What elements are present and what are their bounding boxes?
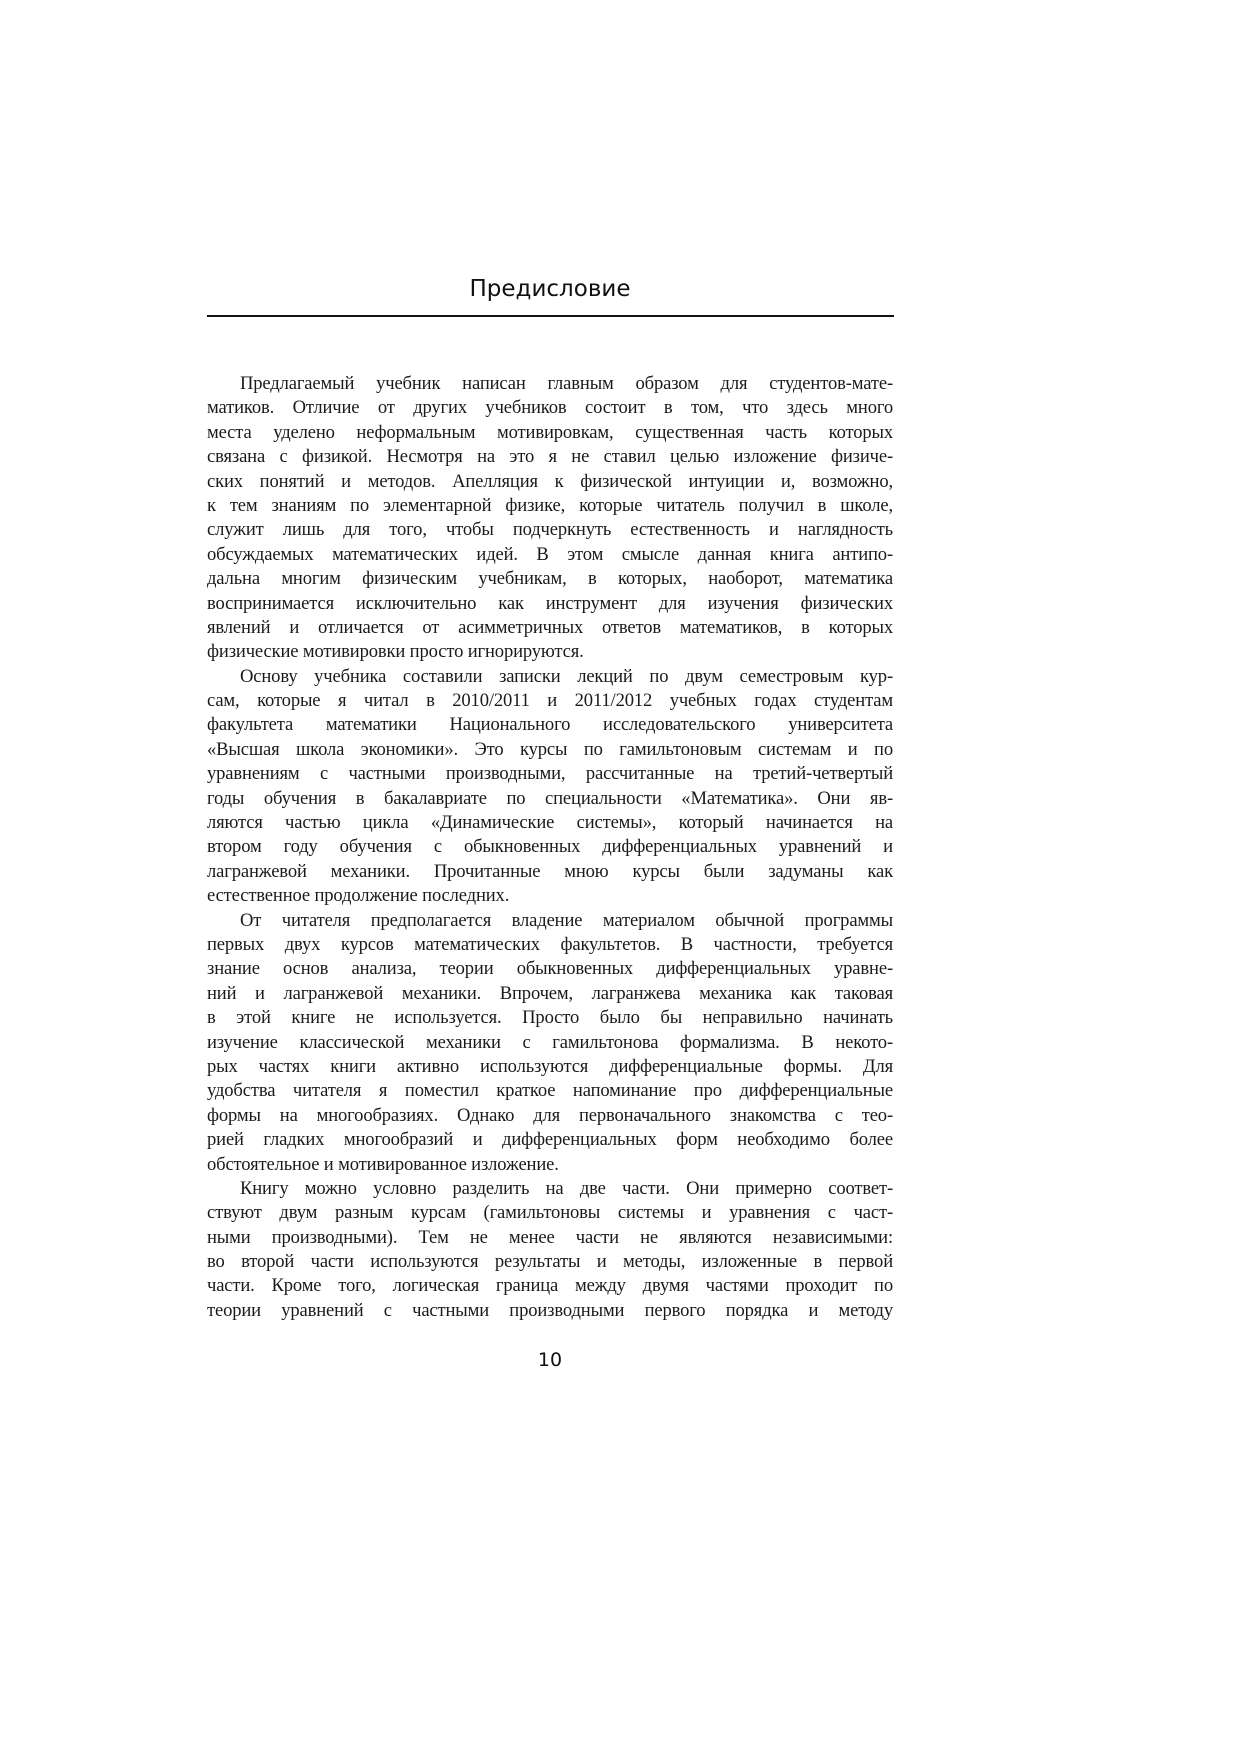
text-line: первых двух курсов математических факультетов. В частности, требуется bbox=[207, 933, 893, 955]
text-line: во второй части используются результаты и методы, изложенные в первой bbox=[207, 1251, 893, 1273]
text-line: обсуждаемых математических идей. В этом смысле данная книга антипо- bbox=[207, 543, 893, 565]
text-line: «Высшая школа экономики». Это курсы по гамильтоновым системам и по bbox=[207, 738, 893, 760]
page-title: Предисловие bbox=[469, 276, 631, 302]
text-line: обстоятельное и мотивированное изложение. bbox=[207, 1153, 559, 1175]
text-line: рией гладких многообразий и дифференциальных форм необходимо более bbox=[207, 1129, 893, 1151]
text-line: ний и лагранжевой механики. Впрочем, лагранжева механика как таковая bbox=[207, 982, 893, 1004]
text-line: дальна многим физическим учебникам, в которых, наоборот, математика bbox=[207, 568, 893, 590]
text-line: Предлагаемый учебник написан главным образом для студентов-мате- bbox=[240, 373, 893, 394]
text-line: изучение классической механики с гамильтонова формализма. В некото- bbox=[207, 1031, 893, 1053]
text-line: формы на многообразиях. Однако для первоначального знакомства с тео- bbox=[207, 1104, 893, 1126]
body-text bbox=[207, 372, 893, 1323]
text-line: Основу учебника составили записки лекций по двум семестровым кур- bbox=[240, 665, 893, 687]
text-line: физические мотивировки просто игнорируются. bbox=[207, 641, 584, 663]
text-line: знание основ анализа, теории обыкновенных дифференциальных уравне- bbox=[207, 958, 893, 980]
paragraph bbox=[207, 1177, 893, 1323]
text-line: естественное продолжение последних. bbox=[207, 885, 510, 907]
text-line: втором году обучения с обыкновенных дифференциальных уравнений и bbox=[207, 836, 893, 858]
text-line: Книгу можно условно разделить на две части. Они примерно соответ- bbox=[240, 1177, 893, 1199]
text-line: к тем знаниям по элементарной физике, которые читатель получил в школе, bbox=[207, 494, 893, 516]
text-line: связана с физикой. Несмотря на это я не ставил целью изложение физиче- bbox=[207, 446, 893, 468]
paragraph bbox=[207, 665, 893, 909]
text-line: части. Кроме того, логическая граница между двумя частями проходит по bbox=[207, 1275, 893, 1297]
text-line: воспринимается исключительно как инструмент для изучения физических bbox=[207, 592, 893, 614]
paragraph bbox=[207, 909, 893, 1177]
text-line: ляются частью цикла «Динамические системы», который начинается на bbox=[207, 812, 893, 834]
paragraph bbox=[207, 372, 893, 665]
text-line: теории уравнений с частными производными первого порядка и методу bbox=[207, 1299, 893, 1321]
title-rule bbox=[207, 315, 894, 317]
text-line: ными производными). Тем не менее части не являются независимыми: bbox=[207, 1226, 893, 1248]
text-line: сам, которые я читал в 2010/2011 и 2011/2012 учебных годах студентам bbox=[207, 690, 893, 712]
text-line: матиков. Отличие от других учебников состоит в том, что здесь много bbox=[207, 397, 893, 419]
page-number: 10 bbox=[537, 1349, 563, 1371]
text-line: От читателя предполагается владение материалом обычной программы bbox=[240, 909, 893, 931]
text-line: удобства читателя я поместил краткое напоминание про дифференциальные bbox=[207, 1080, 893, 1102]
text-line: годы обучения в бакалавриате по специальности «Математика». Они яв- bbox=[207, 787, 893, 809]
text-line: ских понятий и методов. Апелляция к физической интуиции и, возможно, bbox=[207, 470, 893, 492]
text-line: факультета математики Национального исследовательского университета bbox=[207, 714, 893, 736]
text-line: явлений и отличается от асимметричных ответов математиков, в которых bbox=[207, 616, 893, 638]
text-line: в этой книге не используется. Просто было бы неправильно начинать bbox=[207, 1007, 893, 1029]
text-line: лагранжевой механики. Прочитанные мною курсы были задуманы как bbox=[207, 860, 893, 882]
text-line: ствуют двум разным курсам (гамильтоновы системы и уравнения с част- bbox=[207, 1202, 893, 1224]
text-line: рых частях книги активно используются дифференциальные формы. Для bbox=[207, 1055, 893, 1077]
text-line: места уделено неформальным мотивировкам, существенная часть которых bbox=[207, 421, 893, 443]
text-line: уравнениям с частными производными, рассчитанные на третий-четвертый bbox=[207, 763, 893, 785]
text-line: служит лишь для того, чтобы подчеркнуть естественность и наглядность bbox=[207, 519, 893, 541]
